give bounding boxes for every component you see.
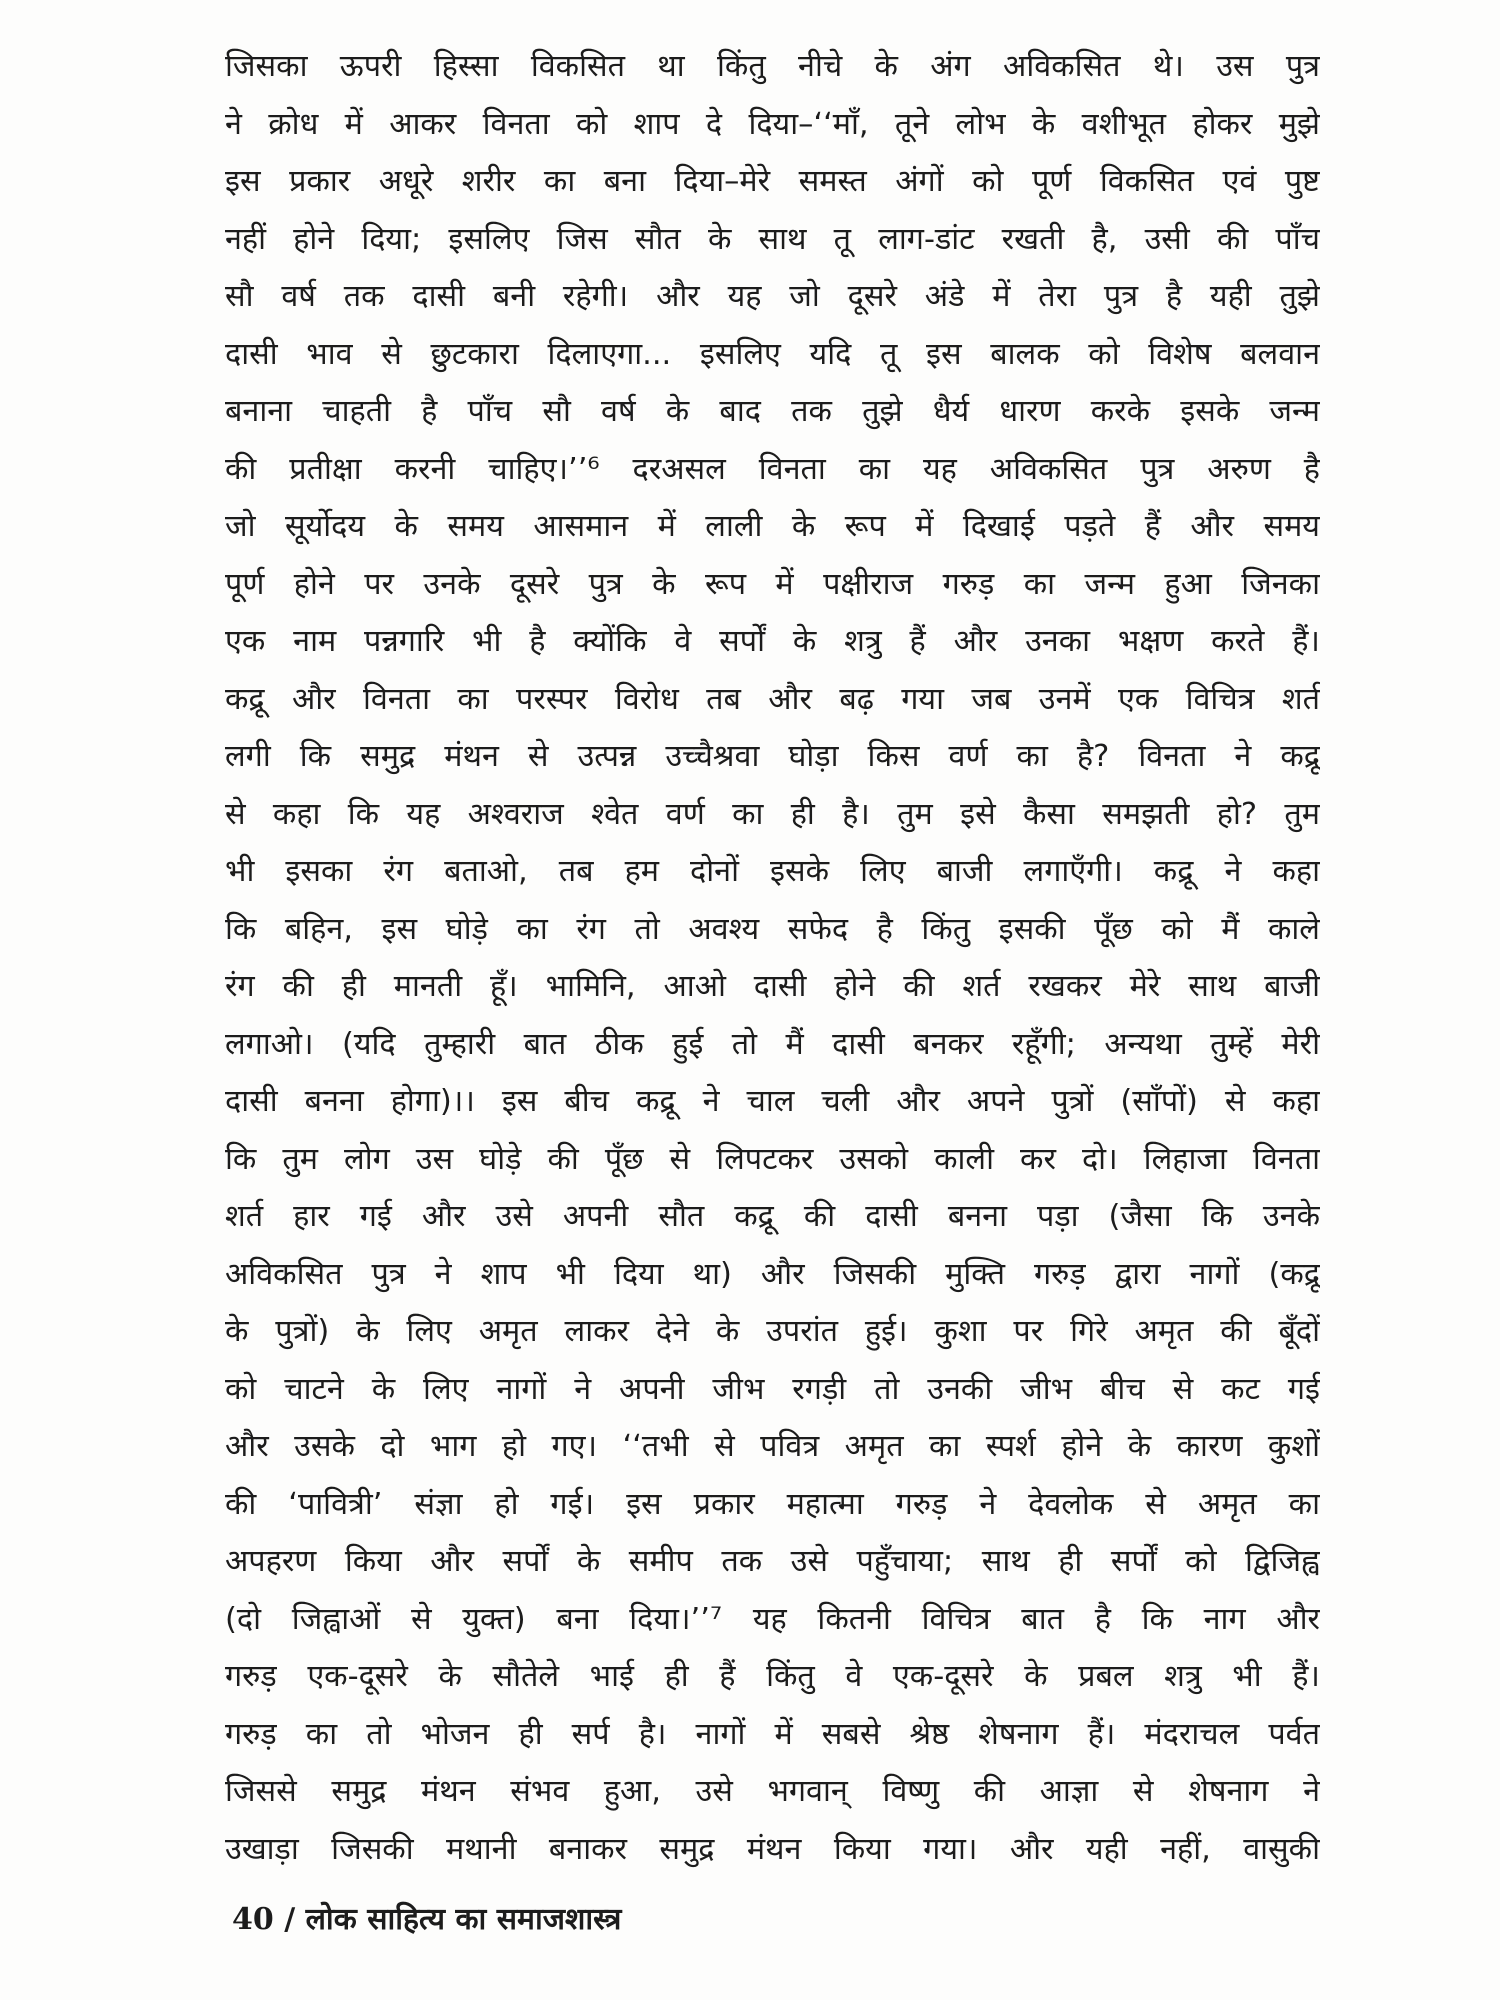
page-footer: 40 / लोक साहित्य का समाजशास्त्र	[232, 1902, 622, 1937]
text-line: को चाटने के लिए नागों ने अपनी जीभ रगड़ी तो उनकी जीभ बीच से कट गई	[225, 1371, 1320, 1407]
text-line: कि बहिन, इस घोड़े का रंग तो अवश्य सफेद है किंतु इसकी पूँछ को मैं काले	[225, 911, 1320, 947]
text-line: के पुत्रों) के लिए अमृत लाकर देने के उपरांत हुई। कुशा पर गिरे अमृत की बूँदों	[225, 1314, 1320, 1349]
text-line: एक नाम पन्नगारि भी है क्योंकि वे सर्पों के शत्रु हैं और उनका भक्षण करते हैं।	[225, 624, 1320, 659]
text-line: ने क्रोध में आकर विनता को शाप दे दिया–‘‘माँ, तूने लोभ के वशीभूत होकर मुझे	[225, 106, 1320, 142]
body-text	[225, 38, 1320, 1878]
text-line: लगाओ। (यदि तुम्हारी बात ठीक हुई तो मैं दासी बनकर रहूँगी; अन्यथा तुम्हें मेरी	[225, 1026, 1320, 1062]
text-line: उखाड़ा जिसकी मथानी बनाकर समुद्र मंथन किया गया। और यही नहीं, वासुकी	[225, 1831, 1320, 1867]
text-line: भी इसका रंग बताओ, तब हम दोनों इसके लिए बाजी लगाएँगी। कद्रू ने कहा	[225, 854, 1320, 889]
text-line: अविकसित पुत्र ने शाप भी दिया था) और जिसकी मुक्ति गरुड़ द्वारा नागों (कद्रू	[225, 1256, 1320, 1292]
text-line: शर्त हार गई और उसे अपनी सौत कद्रू की दासी बनना पड़ा (जैसा कि उनके	[225, 1199, 1320, 1234]
text-line: नहीं होने दिया; इसलिए जिस सौत के साथ तू लाग-डांट रखती है, उसी की पाँच	[225, 221, 1320, 257]
text-line: जो सूर्योदय के समय आसमान में लाली के रूप में दिखाई पड़ते हैं और समय	[225, 509, 1320, 544]
text-line: सौ वर्ष तक दासी बनी रहेगी। और यह जो दूसरे अंडे में तेरा पुत्र है यही तुझे	[225, 279, 1320, 314]
text-line: की प्रतीक्षा करनी चाहिए।’’⁶ दरअसल विनता का यह अविकसित पुत्र अरुण है	[225, 451, 1320, 487]
text-line: और उसके दो भाग हो गए। ‘‘तभी से पवित्र अमृत का स्पर्श होने के कारण कुशों	[225, 1429, 1320, 1464]
text-line: पूर्ण होने पर उनके दूसरे पुत्र के रूप में पक्षीराज गरुड़ का जन्म हुआ जिनका	[225, 566, 1320, 602]
text-line: (दो जिह्वाओं से युक्त) बना दिया।’’⁷ यह कितनी विचित्र बात है कि नाग और	[225, 1601, 1320, 1637]
text-line: बनाना चाहती है पाँच सौ वर्ष के बाद तक तुझे धैर्य धारण करके इसके जन्म	[225, 394, 1320, 429]
text-line: अपहरण किया और सर्पों के समीप तक उसे पहुँचाया; साथ ही सर्पों को द्विजिह्व	[225, 1544, 1320, 1579]
text-line: कि तुम लोग उस घोड़े की पूँछ से लिपटकर उसको काली कर दो। लिहाजा विनता	[225, 1141, 1320, 1177]
text-line: जिससे समुद्र मंथन संभव हुआ, उसे भगवान् विष्णु की आज्ञा से शेषनाग ने	[225, 1774, 1320, 1809]
text-line: जिसका ऊपरी हिस्सा विकसित था किंतु नीचे के अंग अविकसित थे। उस पुत्र	[225, 49, 1320, 84]
text-line: गरुड़ का तो भोजन ही सर्प है। नागों में सबसे श्रेष्ठ शेषनाग हैं। मंदराचल पर्वत	[225, 1716, 1320, 1752]
text-line: से कहा कि यह अश्वराज श्वेत वर्ण का ही है। तुम इसे कैसा समझती हो? तुम	[225, 796, 1320, 832]
text-line: कद्रू और विनता का परस्पर विरोध तब और बढ़ गया जब उनमें एक विचित्र शर्त	[225, 681, 1320, 717]
text-line: दासी बनना होगा)।। इस बीच कद्रू ने चाल चली और अपने पुत्रों (साँपों) से कहा	[225, 1084, 1320, 1119]
text-line: लगी कि समुद्र मंथन से उत्पन्न उच्चैश्रवा घोड़ा किस वर्ण का है? विनता ने कद्रू	[225, 739, 1320, 774]
text-line: इस प्रकार अधूरे शरीर का बना दिया–मेरे समस्त अंगों को पूर्ण विकसित एवं पुष्ट	[225, 164, 1320, 199]
text-line: की ‘पावित्री’ संज्ञा हो गई। इस प्रकार महात्मा गरुड़ ने देवलोक से अमृत का	[225, 1486, 1320, 1522]
text-line: दासी भाव से छुटकारा दिलाएगा... इसलिए यदि तू इस बालक को विशेष बलवान	[225, 336, 1320, 372]
text-line: रंग की ही मानती हूँ। भामिनि, आओ दासी होने की शर्त रखकर मेरे साथ बाजी	[225, 969, 1320, 1004]
text-line: गरुड़ एक-दूसरे के सौतेले भाई ही हैं किंतु वे एक-दूसरे के प्रबल शत्रु भी हैं।	[225, 1659, 1320, 1694]
